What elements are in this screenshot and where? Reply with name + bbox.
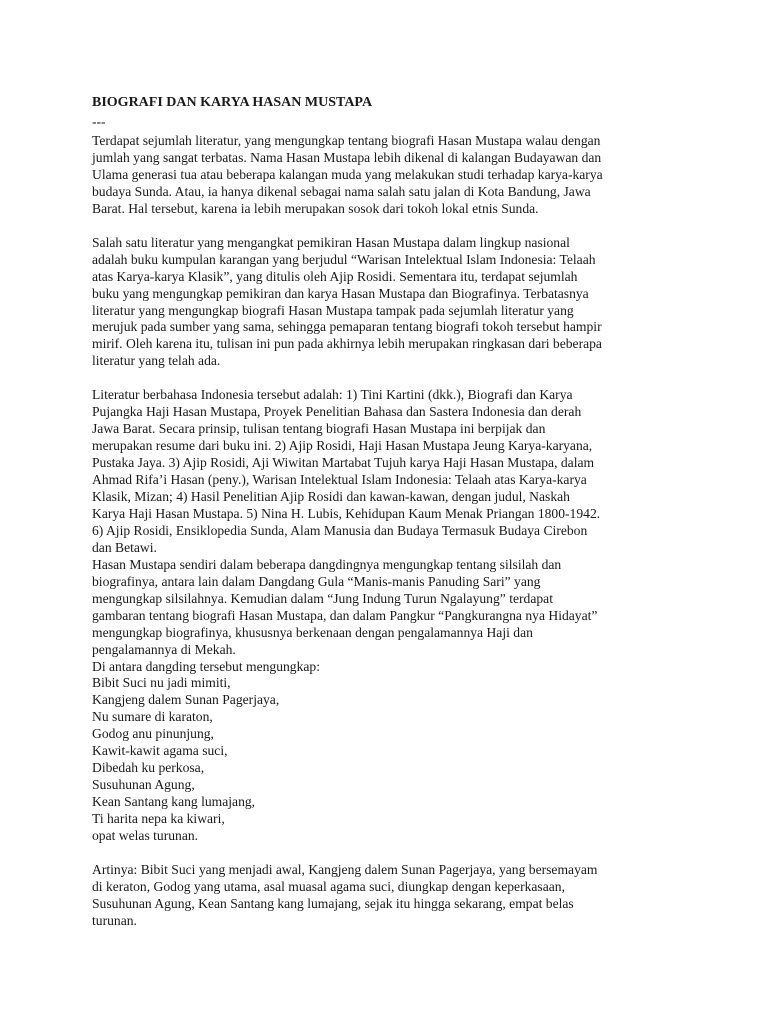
- document-title: BIOGRAFI DAN KARYA HASAN MUSTAPA: [92, 95, 373, 110]
- text-line: buku yang mengungkap pemikiran dan karya Hasan Mustapa dan Biografinya. Terbatasnya: [92, 285, 589, 301]
- text-line: Ahmad Rifa’i Hasan (peny.), Warisan Intelektual Islam Indonesia: Telaah atas Karya-karya: [92, 472, 587, 488]
- text-line: Susuhunan Agung,: [92, 777, 195, 793]
- text-line: Pustaka Jaya. 3) Ajip Rosidi, Aji Wiwitan Martabat Tujuh karya Haji Hasan Mustapa, dalam: [92, 455, 595, 471]
- text-line: Godog anu pinunjung,: [92, 726, 214, 742]
- text-line: mengungkap biografinya, khususnya berkenaan dengan pengalamannya Haji dan: [92, 624, 533, 640]
- text-line: dan Betawi.: [92, 539, 157, 555]
- text-line: 6) Ajip Rosidi, Ensiklopedia Sunda, Alam Manusia dan Budaya Termasuk Budaya Cirebon: [92, 522, 588, 538]
- text-line: Jawa Barat. Secara prinsip, tulisan tentang biografi Hasan Mustapa ini berpijak dan: [92, 421, 546, 437]
- paragraph-spacer: [92, 218, 692, 235]
- text-line: Susuhunan Agung, Kean Santang kang lumajang, sejak itu hingga sekarang, empat belas: [92, 895, 574, 911]
- text-line: Nu sumare di karaton,: [92, 709, 213, 725]
- text-line: Ulama generasi tua atau beberapa kalangan muda yang melakukan studi terhadap karya-karya: [92, 166, 603, 182]
- paragraph: [92, 235, 692, 371]
- text-line: Kawit-kawit agama suci,: [92, 743, 228, 759]
- text-line: merupakan resume dari buku ini. 2) Ajip Rosidi, Haji Hasan Mustapa Jeung Karya-karyana,: [92, 438, 593, 454]
- text-line: pengalamannya di Mekah.: [92, 641, 236, 657]
- text-line: Barat. Hal tersebut, karena ia lebih merupakan sosok dari tokoh lokal etnis Sunda.: [92, 200, 539, 216]
- text-line: mengungkap silsilahnya. Kemudian dalam “Jung Indung Turun Ngalayung” terdapat: [92, 590, 553, 606]
- text-line: Terdapat sejumlah literatur, yang mengungkap tentang biografi Hasan Mustapa walau dengan: [92, 133, 601, 148]
- text-line: Ti harita nepa ka kiwari,: [92, 811, 225, 827]
- text-line: adalah buku kumpulan karangan yang berjudul “Warisan Intelektual Islam Indonesia: Telaah: [92, 251, 596, 267]
- text-line: merujuk pada sumber yang sama, sehingga pemaparan tentang biografi tokoh tersebut hampir: [92, 319, 602, 335]
- text-line: mirif. Oleh karena itu, tulisan ini pun pada akhirnya lebih merupakan ringkasan dari beberapa: [92, 336, 602, 352]
- paragraph: [92, 557, 692, 659]
- text-line: turunan.: [92, 912, 137, 928]
- text-line: di keraton, Godog yang utama, asal muasal agama suci, diungkap dengan keperkasaan,: [92, 878, 565, 894]
- text-line: biografinya, antara lain dalam Dangdang Gula “Manis-manis Panuding Sari” yang: [92, 573, 541, 589]
- text-line: literatur yang telah ada.: [92, 353, 221, 369]
- document-page: [92, 94, 692, 930]
- text-line: literatur yang mengungkap biografi Hasan Mustapa tampak pada sejumlah literatur yang: [92, 302, 574, 318]
- text-line: gambaran tentang biografi Hasan Mustapa, dan dalam Pangkur “Pangkurangna nya Hidayat”: [92, 607, 598, 623]
- text-line: Artinya: Bibit Suci yang menjadi awal, Kangjeng dalem Sunan Pagerjaya, yang bersemayam: [92, 861, 598, 877]
- paragraph: [92, 133, 692, 218]
- text-line: Salah satu literatur yang mengangkat pemikiran Hasan Mustapa dalam lingkup nasional: [92, 234, 570, 250]
- text-line: Hasan Mustapa sendiri dalam beberapa dangdingnya mengungkap tentang silsilah dan: [92, 556, 562, 572]
- text-line: Di antara dangding tersebut mengungkap:: [92, 658, 321, 674]
- paragraph-spacer: [92, 845, 692, 862]
- text-line: Kangjeng dalem Sunan Pagerjaya,: [92, 692, 280, 708]
- text-line: budaya Sunda. Atau, ia hanya dikenal sebagai nama salah satu jalan di Kota Bandung, Jawa: [92, 183, 591, 199]
- paragraph: [92, 387, 692, 557]
- text-line: atas Karya-karya Klasik”, yang ditulis oleh Ajip Rosidi. Sementara itu, terdapat sejumlah: [92, 268, 578, 284]
- text-line: Karya Haji Hasan Mustapa. 5) Nina H. Lubis, Kehidupan Kaum Menak Priangan 1800-1942.: [92, 505, 601, 521]
- text-line: jumlah yang sangat terbatas. Nama Hasan Mustapa lebih dikenal di kalangan Budayawan dan: [92, 149, 602, 165]
- text-line: Literatur berbahasa Indonesia tersebut adalah: 1) Tini Kartini (dkk.), Biografi dan Karya: [92, 387, 573, 403]
- text-line: opat welas turunan.: [92, 828, 199, 844]
- text-line: Kean Santang kang lumajang,: [92, 794, 256, 810]
- title-separator: ---: [92, 114, 106, 129]
- text-line: Dibedah ku perkosa,: [92, 760, 205, 776]
- paragraph: [92, 862, 692, 930]
- paragraph-spacer: [92, 370, 692, 387]
- text-line: Pujangka Haji Hasan Mustapa, Proyek Penelitian Bahasa dan Sastera Indonesia dan derah: [92, 404, 582, 420]
- text-line: Bibit Suci nu jadi mimiti,: [92, 675, 231, 691]
- document-body: [92, 133, 692, 930]
- paragraph: [92, 659, 692, 845]
- text-line: Klasik, Mizan; 4) Hasil Penelitian Ajip Rosidi dan kawan-kawan, dengan judul, Naskah: [92, 488, 570, 504]
